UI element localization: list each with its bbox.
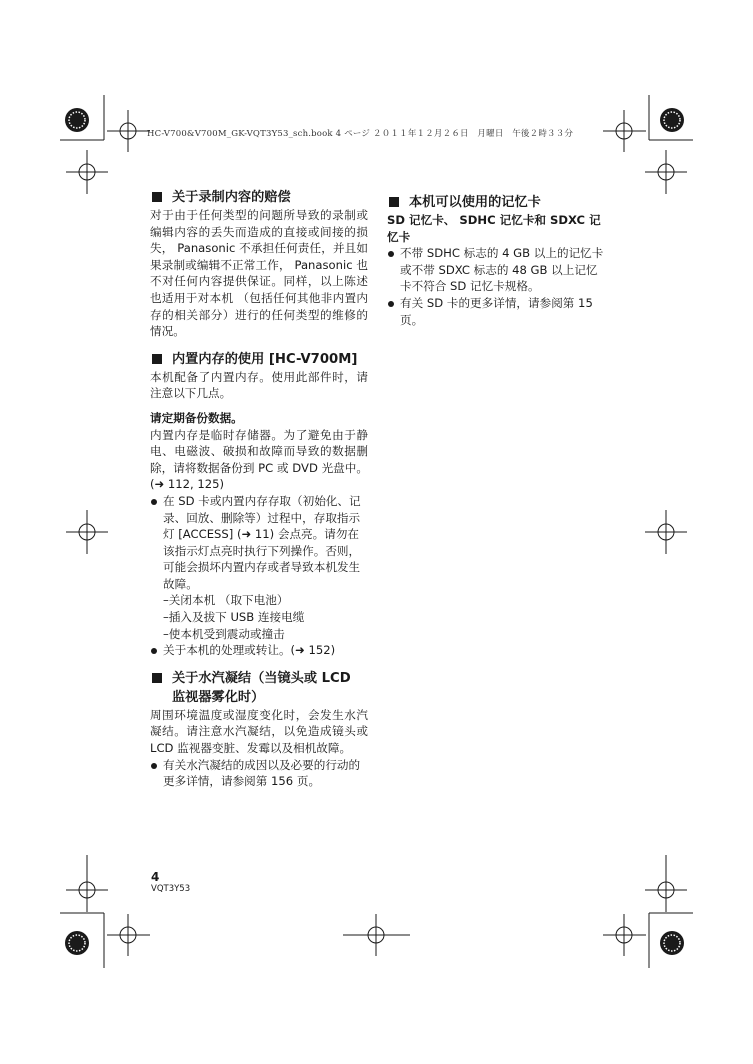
- bullet-dot-icon: [387, 245, 400, 295]
- built-in-memory-intro: 本机配备了内置内存。使用此部件时，请注意以下几点。: [150, 369, 368, 401]
- section-title-compensation: 关于录制内容的赔偿: [150, 188, 368, 207]
- square-bullet-icon: [389, 197, 399, 207]
- section-title-built-in-memory: 内置内存的使用 [HC-V700M]: [150, 350, 368, 369]
- left-column: [150, 188, 368, 790]
- section-title-memory-cards: 本机可以使用的记忆卡: [387, 193, 605, 212]
- section-title-condensation: 关于水汽凝结（当镜头或 LCD 监视器雾化时）: [150, 669, 368, 707]
- list-item: 关于本机的处理或转让。(➜ 152): [150, 642, 368, 659]
- condensation-body: 周围环境温度或湿度变化时，会发生水汽凝结。请注意水汽凝结，以免造成镜头或 LCD 监视器变脏、发霉以及相机故障。: [150, 707, 368, 756]
- list-item: 在 SD 卡或内置内存存取（初始化、记录、回放、删除等）过程中，存取指示灯 [ACCESS] (➜ 11) 会点亮。请勿在该指示灯点亮时执行下列操作。否则，可能会损坏内置内存或者导致本机发生故障。: [150, 493, 368, 593]
- page-number: 4: [151, 870, 160, 884]
- backup-body: 内置内存是临时存储器。为了避免由于静电、电磁波、破损和故障而导致的数据删除，请将数据备份到 PC 或 DVD 光盘中。 (➜ 112, 125): [150, 427, 368, 492]
- dash-item: –插入及拔下 USB 连接电缆: [163, 610, 305, 625]
- square-bullet-icon: [152, 673, 162, 683]
- right-column: [387, 193, 605, 328]
- compensation-body: 对于由于任何类型的问题所导致的录制或编辑内容的丢失而造成的直接或间接的损失， Panasonic 不承担任何责任，并且如果录制或编辑不正常工作， Panasonic 也不对任何内容提供保证。同样，以上陈述也适用于对本机 （包括任何其他非内置内存的相关部分）进行的任何类型的维修的情况。: [150, 208, 368, 339]
- square-bullet-icon: [152, 354, 162, 364]
- doc-code: VQT3Y53: [151, 884, 191, 894]
- backup-subheading: 请定期备份数据。: [150, 410, 243, 425]
- bullet-dot-icon: [150, 757, 163, 790]
- bullet-dot-icon: [150, 642, 163, 659]
- dash-item: –使本机受到震动或撞击: [163, 626, 285, 641]
- square-bullet-icon: [152, 192, 162, 202]
- list-item: 有关水汽凝结的成因以及必要的行动的更多详情，请参阅第 156 页。: [150, 757, 368, 790]
- list-item: 不带 SDHC 标志的 4 GB 以上的记忆卡或不带 SDXC 标志的 48 GB 以上记忆卡不符合 SD 记忆卡规格。: [387, 245, 605, 295]
- bullet-dot-icon: [150, 493, 163, 593]
- bullet-dot-icon: [387, 295, 400, 328]
- print-info-header: HC-V700&V700M_GK-VQT3Y53_sch.book 4 ページ ２０１１年１２月２６日 月曜日 午後２時３３分: [147, 129, 574, 139]
- list-item: 有关 SD 卡的更多详情，请参阅第 15 页。: [387, 295, 605, 328]
- dash-item: –关闭本机 （取下电池）: [163, 593, 289, 608]
- memory-card-types: SD 记忆卡、 SDHC 记忆卡和 SDXC 记忆卡: [387, 213, 601, 244]
